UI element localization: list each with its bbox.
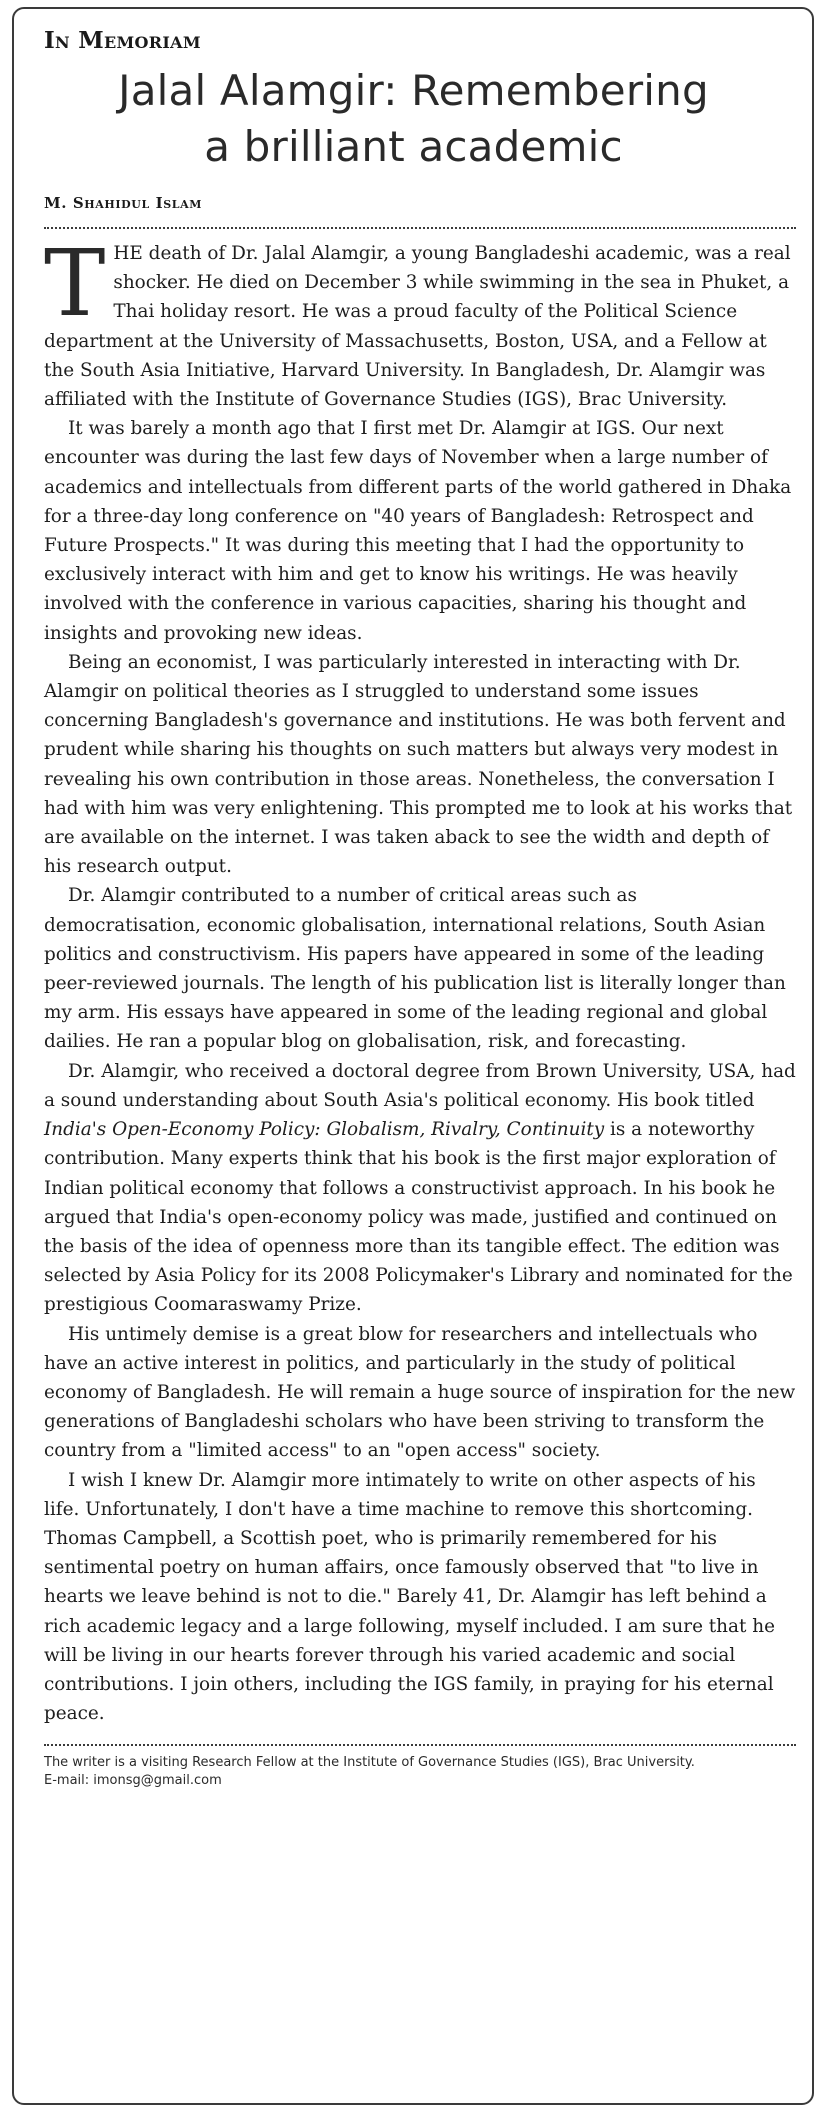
headline-line-2: a brilliant academic [204, 122, 623, 171]
bottom-dotted-divider [44, 1744, 796, 1746]
book-title: India's Open-Economy Policy: Globalism, Rivalry, Continuity [44, 1119, 605, 1141]
paragraph-5-text-after: is a noteworthy contribution. Many experts think that his book is the first major exploration of Indian political economy that follows a constructivist approach. In his book he argued that India's open-economy policy was made, justified and continued on the basis of the idea of openness more than its tangible effect. The edition was selected by Asia Policy for its 2008 Policymaker's Library and nominated for the prestigious Coomaraswamy Prize. [44, 1119, 793, 1316]
paragraph-6: His untimely demise is a great blow for researchers and intellectuals who have an active interest in politics, and particularly in the study of political economy of Bangladesh. He will remain a huge source of inspiration for the new generations of Bangladeshi scholars who have been striving to transform the country from a "limited access" to an "open access" society. [44, 1323, 796, 1462]
article-body [44, 230, 796, 1728]
top-dotted-divider [44, 227, 796, 229]
paragraph-3: Being an economist, I was particularly interested in interacting with Dr. Alamgir on political theories as I struggled to understand some issues concerning Bangladesh's governance and institutions. He was both fervent and prudent while sharing his thoughts on such matters but always very modest in revealing his own contribution in those areas. Nonetheless, the conversation I had with him was very enlightening. This prompted me to look at his works that are available on the internet. I was taken aback to see the width and depth of his research output. [44, 651, 793, 878]
paragraph-5-text-before: Dr. Alamgir, who received a doctoral degree from Brown University, USA, had a sound understanding about South Asia's political economy. His book titled [44, 1060, 796, 1111]
article-frame [12, 7, 814, 2105]
paragraph-2: It was barely a month ago that I first met Dr. Alamgir at IGS. Our next encounter was during the last few days of November when a large number of academics and intellectuals from different parts of the world gathered in Dhaka for a three-day long conference on "40 years of Bangladesh: Retrospect and Future Prospects." It was during this meeting that I had the opportunity to exclusively interact with him and get to know his writings. He was heavily involved with the conference in various capacities, sharing his thought and insights and provoking new ideas. [44, 418, 792, 644]
section-kicker: In Memoriam [44, 27, 201, 54]
author-note: The writer is a visiting Research Fellow at the Institute of Governance Studies (IGS), Brac University. [44, 1755, 695, 1771]
author-email: E-mail: imonsg@gmail.com [44, 1773, 222, 1789]
paragraph-4: Dr. Alamgir contributed to a number of critical areas such as democratisation, economic globalisation, international relations, South Asian politics and constructivism. His papers have appeared in some of the leading peer-reviewed journals. The length of his publication list is literally longer than my arm. His essays have appeared in some of the leading regional and global dailies. He ran a popular blog on globalisation, risk, and forecasting. [44, 885, 786, 1053]
paragraph-5 [44, 1057, 796, 1320]
author-byline: M. Shahidul Islam [44, 194, 203, 212]
paragraph-1 [44, 230, 796, 414]
paragraph-1-text: HE death of Dr. Jalal Alamgir, a young Bangladeshi academic, was a real shocker. He died on December 3 while swimming in the sea in Phuket, a Thai holiday resort. He was a proud faculty of the Political Science department at the University of Massachusetts, Boston, USA, and a Fellow at the South Asia Initiative, Harvard University. In Bangladesh, Dr. Alamgir was affiliated with the Institute of Governance Studies (IGS), Brac University. [44, 243, 791, 411]
author-footer [44, 1754, 796, 1790]
drop-cap: T [44, 230, 106, 337]
headline-line-1: Jalal Alamgir: Remembering [118, 66, 709, 115]
article-headline [31, 63, 796, 175]
paragraph-7: I wish I knew Dr. Alamgir more intimately to write on other aspects of his life. Unfortunately, I don't have a time machine to remove this shortcoming. Thomas Campbell, a Scottish poet, who is primarily remembered for his sentimental poetry on human affairs, once famously observed that "to live in hearts we leave behind is not to die." Barely 41, Dr. Alamgir has left behind a rich academic legacy and a large following, myself included. I am sure that he will be living in our hearts forever through his varied academic and social contributions. I join others, including the IGS family, in praying for his eternal peace. [44, 1469, 775, 1725]
